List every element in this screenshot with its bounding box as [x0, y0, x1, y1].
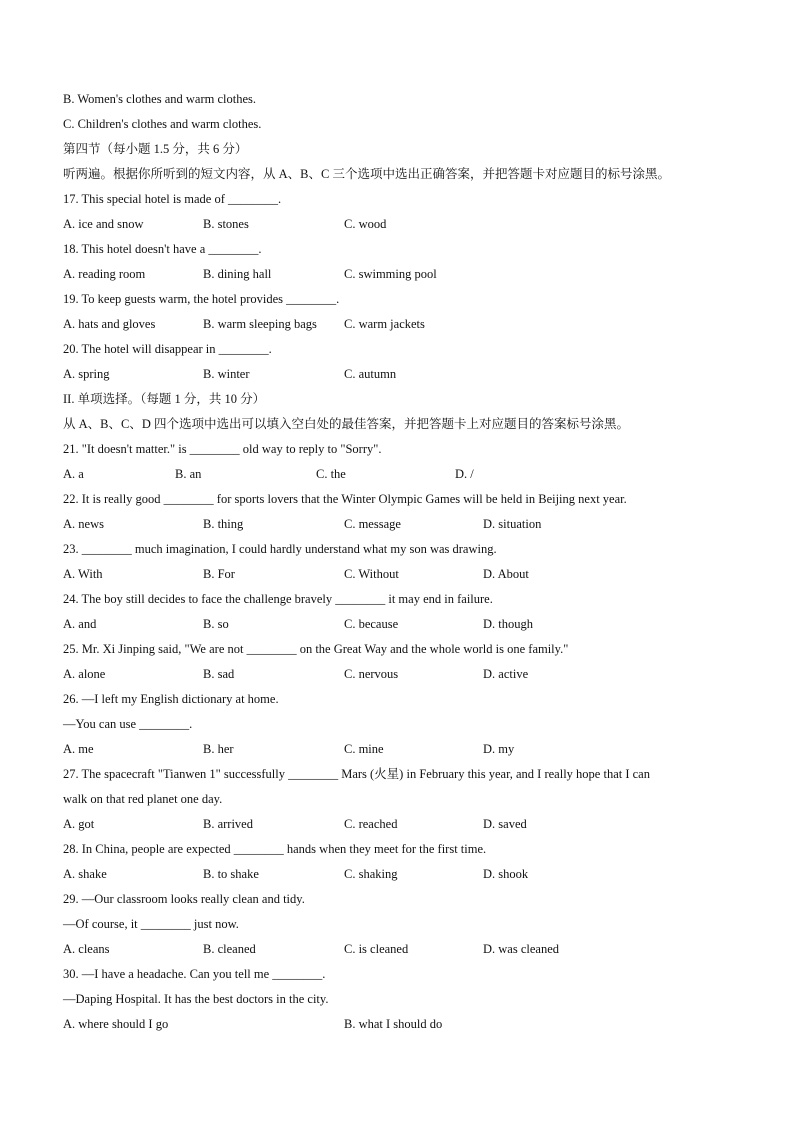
question-stem: 25. Mr. Xi Jinping said, "We are not ________ on the Great Way and the whole world is one family." [63, 642, 569, 656]
option-d: D. my [483, 742, 515, 756]
options-row [63, 937, 753, 962]
option-line: B. Women's clothes and warm clothes. [63, 92, 256, 106]
question-stem: 20. The hotel will disappear in ________. [63, 342, 272, 356]
question-stem: 28. In China, people are expected ________ hands when they meet for the first time. [63, 842, 487, 856]
section-instruction: 听两遍。根据你所听到的短文内容，从 A、B、C 三个选项中选出正确答案，并把答题卡对应题目的标号涂黑。 [63, 167, 670, 181]
option-b: B. what I should do [344, 1017, 443, 1031]
options-row [63, 737, 753, 762]
option-a: A. alone [63, 667, 106, 681]
option-c: C. mine [344, 742, 384, 756]
option-b: B. so [203, 617, 229, 631]
question-stem: 26. —I left my English dictionary at home. [63, 692, 279, 706]
option-b: B. her [203, 742, 234, 756]
option-d: D. saved [483, 817, 527, 831]
option-d: D. active [483, 667, 529, 681]
option-a: A. news [63, 517, 104, 531]
option-b: B. dining hall [203, 267, 272, 281]
option-c: C. shaking [344, 867, 398, 881]
options-row [63, 1012, 753, 1037]
option-d: D. About [483, 567, 529, 581]
option-d: D. though [483, 617, 533, 631]
question-stem: 29. —Our classroom looks really clean and tidy. [63, 892, 305, 906]
option-c: C. message [344, 517, 401, 531]
options-row [63, 362, 753, 387]
option-line: C. Children's clothes and warm clothes. [63, 117, 262, 131]
section-header: II. 单项选择。（每题 1 分，共 10 分） [63, 392, 266, 406]
option-c: C. because [344, 617, 399, 631]
option-b: B. sad [203, 667, 235, 681]
option-d: D. shook [483, 867, 529, 881]
question-stem: 23. ________ much imagination, I could hardly understand what my son was drawing. [63, 542, 497, 556]
option-a: A. hats and gloves [63, 317, 156, 331]
option-a: A. shake [63, 867, 107, 881]
option-b: B. thing [203, 517, 244, 531]
option-d: D. situation [483, 517, 542, 531]
section-instruction: 从 A、B、C、D 四个选项中选出可以填入空白处的最佳答案，并把答题卡上对应题目的答案标号涂黑。 [63, 417, 629, 431]
options-row [63, 262, 753, 287]
options-row [63, 312, 753, 337]
option-a: A. With [63, 567, 103, 581]
option-c: C. the [316, 467, 346, 481]
option-a: A. spring [63, 367, 110, 381]
section-header: 第四节（每小题 1.5 分，共 6 分） [63, 142, 248, 156]
option-c: C. swimming pool [344, 267, 437, 281]
option-b: B. to shake [203, 867, 259, 881]
option-c: C. reached [344, 817, 398, 831]
option-d: D. was cleaned [483, 942, 560, 956]
options-row [63, 862, 753, 887]
question-stem: 17. This special hotel is made of ________. [63, 192, 282, 206]
options-row [63, 612, 753, 637]
option-a: A. ice and snow [63, 217, 144, 231]
question-stem: 24. The boy still decides to face the challenge bravely ________ it may end in failure. [63, 592, 493, 606]
option-c: C. autumn [344, 367, 397, 381]
options-row [63, 512, 753, 537]
question-stem: 22. It is really good ________ for sports lovers that the Winter Olympic Games will be held in Beijing next year. [63, 492, 627, 506]
option-d: D. / [455, 467, 474, 481]
option-c: C. Without [344, 567, 399, 581]
question-stem-cont: —Daping Hospital. It has the best doctors in the city. [63, 992, 329, 1006]
options-row [63, 662, 753, 687]
option-a: A. and [63, 617, 97, 631]
option-b: B. stones [203, 217, 249, 231]
option-b: B. an [175, 467, 202, 481]
exam-page [63, 87, 753, 1037]
option-a: A. cleans [63, 942, 110, 956]
option-c: C. nervous [344, 667, 399, 681]
option-b: B. For [203, 567, 235, 581]
question-stem-cont: walk on that red planet one day. [63, 792, 223, 806]
option-b: B. winter [203, 367, 250, 381]
options-row [63, 812, 753, 837]
options-row [63, 562, 753, 587]
question-stem: 19. To keep guests warm, the hotel provides ________. [63, 292, 340, 306]
question-stem: 18. This hotel doesn't have a ________. [63, 242, 262, 256]
option-a: A. me [63, 742, 94, 756]
options-row [63, 462, 753, 487]
option-b: B. cleaned [203, 942, 256, 956]
question-stem-cont: —Of course, it ________ just now. [63, 917, 239, 931]
option-a: A. a [63, 467, 84, 481]
question-stem: 27. The spacecraft "Tianwen 1" successfully ________ Mars (火星) in February this year, and I really hope that I can [63, 767, 650, 781]
option-c: C. warm jackets [344, 317, 425, 331]
option-b: B. warm sleeping bags [203, 317, 317, 331]
question-stem: 21. "It doesn't matter." is ________ old way to reply to "Sorry". [63, 442, 382, 456]
question-stem: 30. —I have a headache. Can you tell me ________. [63, 967, 326, 981]
options-row [63, 212, 753, 237]
question-stem-cont: —You can use ________. [63, 717, 193, 731]
option-a: A. got [63, 817, 95, 831]
option-c: C. is cleaned [344, 942, 409, 956]
option-a: A. reading room [63, 267, 146, 281]
option-a: A. where should I go [63, 1017, 169, 1031]
option-b: B. arrived [203, 817, 253, 831]
option-c: C. wood [344, 217, 387, 231]
